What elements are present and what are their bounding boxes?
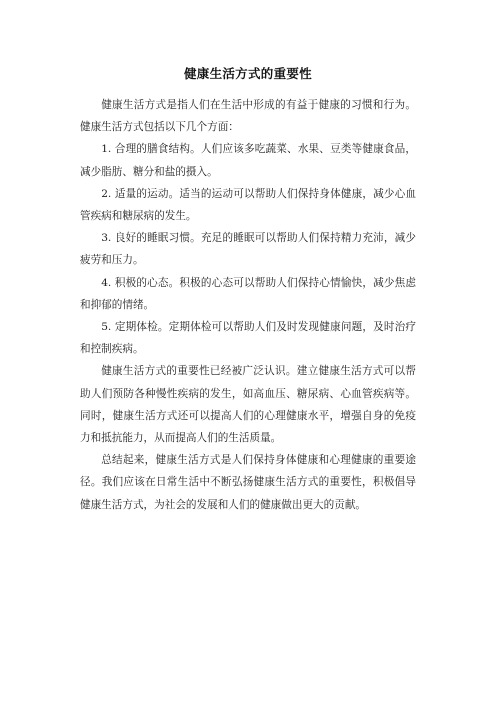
paragraph-item-1: 1. 合理的膳食结构。人们应该多吃蔬菜、水果、豆类等健康食品，减少脂肪、糖分和盐的摄入。 [80, 143, 416, 178]
document-title: 健康生活方式的重要性 [183, 66, 312, 81]
paragraph-item-3: 3. 良好的睡眠习惯。充足的睡眠可以帮助人们保持精力充沛，减少疲劳和压力。 [80, 232, 416, 267]
paragraph-item-2: 2. 适量的运动。适当的运动可以帮助人们保持身体健康，减少心血管疾病和糖尿病的发生。 [80, 187, 416, 223]
paragraph-conclusion: 总结起来，健康生活方式是人们保持身体健康和心理健康的重要途径。我们应该在日常生活中不断弘扬健康生活方式的重要性，积极倡导健康生活方式，为社会的发展和人们的健康做出更大的贡献。 [80, 454, 416, 511]
paragraph-item-4: 4. 积极的心态。积极的心态可以帮助人们保持心情愉快，减少焦虑和抑郁的情绪。 [80, 276, 416, 311]
paragraph-item-5: 5. 定期体检。定期体检可以帮助人们及时发现健康问题，及时治疗和控制疾病。 [80, 321, 416, 356]
paragraph-intro: 健康生活方式是指人们在生活中形成的有益于健康的习惯和行为。健康生活方式包括以下几个方面： [80, 99, 416, 134]
document-body [80, 94, 416, 516]
paragraph-importance: 健康生活方式的重要性已经被广泛认识。建立健康生活方式可以帮助人们预防各种慢性疾病的发生，如高血压、糖尿病、心血管疾病等。同时，健康生活方式还可以提高人们的心理健康水平，增强自身的免疫力和抵抗能力，从而提高人们的生活质量。 [80, 365, 416, 445]
